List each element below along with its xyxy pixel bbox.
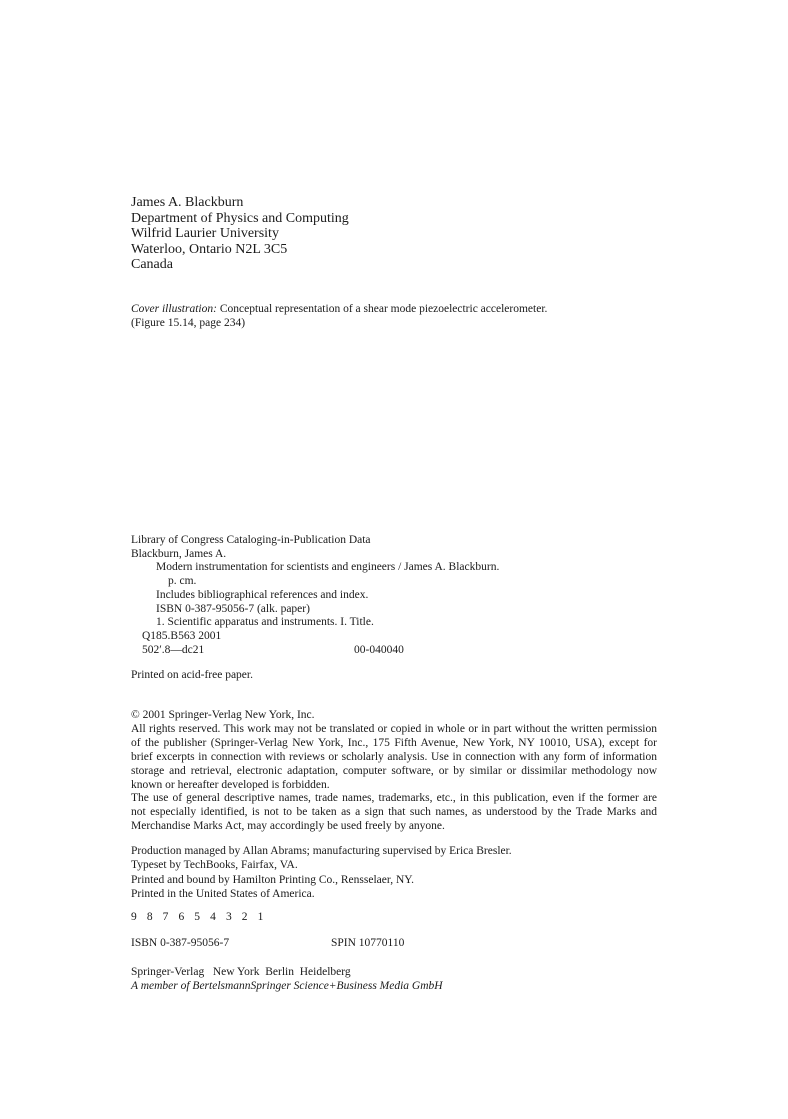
publisher-info [131, 965, 661, 993]
cover-description [131, 302, 661, 316]
rights-line: brief excerpts in connection with reviews or scholarly analysis. Use in connection with any form of information [131, 750, 657, 763]
cip-heading: Library of Congress Cataloging-in-Publication Data [131, 534, 371, 546]
production-credits [131, 844, 661, 901]
author-city: Waterloo, Ontario N2L 3C5 [131, 241, 288, 257]
cip-classification-row [131, 644, 661, 658]
copyright-notice [131, 709, 657, 834]
cip-physical: p. cm. [168, 575, 197, 588]
copyright-line: © 2001 Springer-Verlag New York, Inc. [131, 709, 315, 721]
cip-subjects: 1. Scientific apparatus and instruments. I. Title. [156, 616, 374, 629]
identifiers-row [131, 937, 661, 949]
author-university: Wilfrid Laurier University [131, 226, 279, 241]
publisher-cities: Springer-Verlag New York Berlin Heidelberg [131, 966, 351, 978]
spin-identifier: SPIN 10770110 [331, 937, 405, 949]
cip-includes: Includes bibliographical references and index. [156, 588, 369, 601]
production-managed: Production managed by Allan Abrams; manufacturing supervised by Erica Bresler. [131, 845, 512, 857]
publisher-member: A member of BertelsmannSpringer Science+Business Media GmbH [131, 980, 443, 992]
production-typeset: Typeset by TechBooks, Fairfax, VA. [131, 859, 298, 872]
cover-text: Conceptual representation of a shear mode piezoelectric accelerometer. [216, 303, 548, 315]
acid-free-note [131, 668, 661, 682]
cover-illustration-note [131, 302, 661, 330]
author-name: James A. Blackburn [131, 195, 244, 210]
rights-line: of the publisher (Springer-Verlag New York, Inc., 175 Fifth Avenue, New York, NY 10010, USA), except for [131, 736, 657, 749]
cover-label: Cover illustration: [131, 303, 217, 315]
author-country: Canada [131, 257, 173, 272]
trade-names-line: The use of general descriptive names, trade names, trademarks, etc., in this publication, even if the former are [131, 792, 657, 805]
trade-names-line: not especially identified, is not to be taken as a sign that such names, as understood by the Trade Marks and [131, 806, 657, 819]
cip-dewey: 502′.8—dc21 [142, 643, 205, 656]
cip-lccn: 00-040040 [354, 643, 404, 656]
trade-names-line: Merchandise Marks Act, may accordingly be used freely by anyone. [131, 820, 445, 833]
printing-line [131, 911, 661, 923]
paper-note: Printed on acid-free paper. [131, 669, 253, 681]
production-printed-bound: Printed and bound by Hamilton Printing Co., Rensselaer, NY. [131, 873, 414, 886]
cip-call-number: Q185.B563 2001 [142, 629, 222, 642]
isbn-identifier: ISBN 0-387-95056-7 [131, 937, 230, 949]
author-address [131, 195, 661, 273]
rights-line: known or hereafter developed is forbidden. [131, 778, 330, 791]
cover-reference: (Figure 15.14, page 234) [131, 317, 246, 329]
author-department: Department of Physics and Computing [131, 210, 349, 226]
cip-author-entry: Blackburn, James A. [131, 547, 227, 560]
cip-isbn: ISBN 0-387-95056-7 (alk. paper) [156, 602, 310, 615]
cip-title-entry: Modern instrumentation for scientists and engineers / James A. Blackburn. [156, 561, 500, 574]
printing-numbers: 9 8 7 6 5 4 3 2 1 [131, 911, 267, 923]
rights-line: All rights reserved. This work may not be translated or copied in whole or in part without the written permission [131, 722, 657, 735]
production-printed-in: Printed in the United States of America. [131, 887, 315, 900]
rights-line: storage and retrieval, electronic adaptation, computer software, or by similar or dissimilar methodology now [131, 764, 657, 777]
cataloging-data [131, 534, 661, 657]
